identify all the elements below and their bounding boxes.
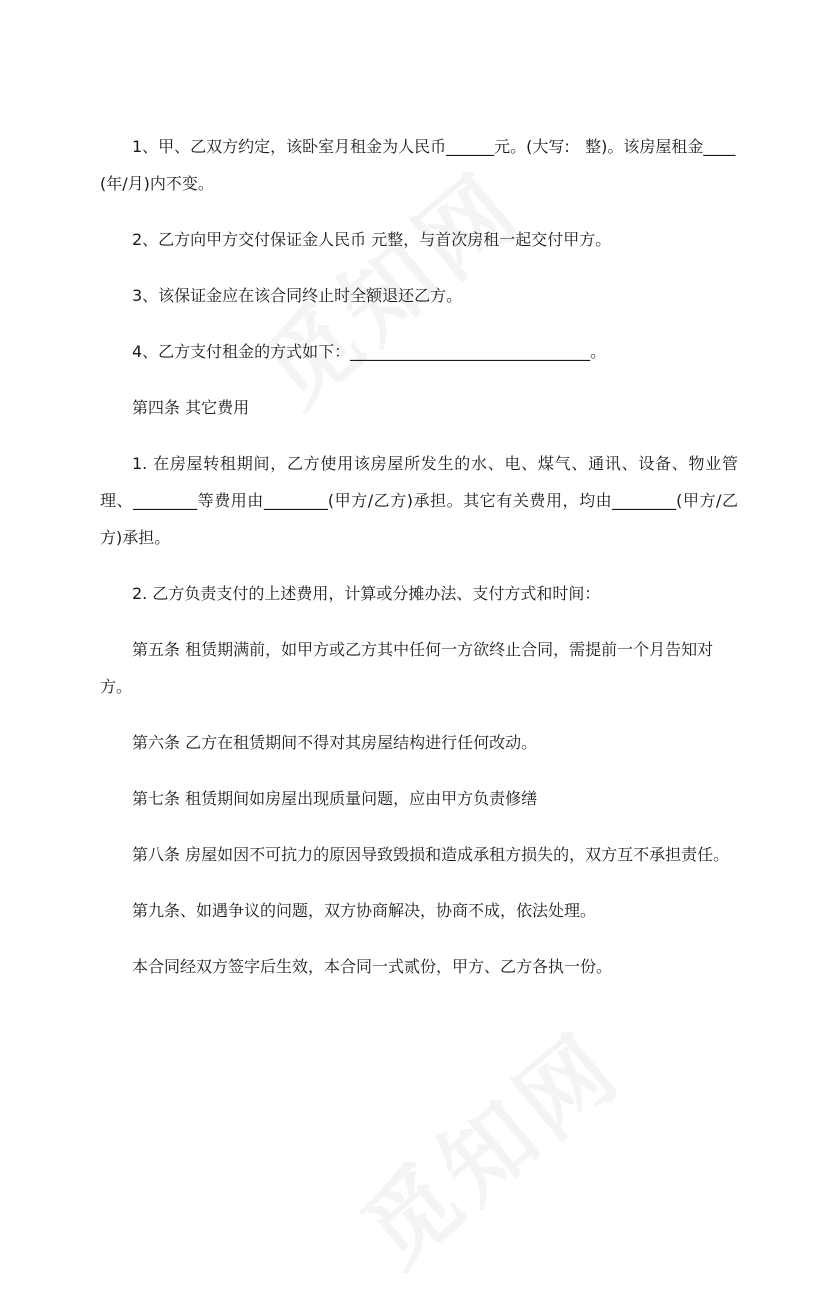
paragraph-fee-calculation: 2. 乙方负责支付的上述费用，计算或分摊办法、支付方式和时间： <box>132 584 601 603</box>
paragraph-article-6: 第六条 乙方在租赁期间不得对其房屋结构进行任何改动。 <box>132 733 538 752</box>
section-heading-article-4: 第四条 其它费用 <box>132 398 250 417</box>
watermark-lower <box>330 997 645 1291</box>
paragraph-payment-method: 4、乙方支付租金的方式如下：______________________________。 <box>132 342 607 361</box>
paragraph-deposit-refund: 3、该保证金应在该合同终止时全额退还乙方。 <box>132 286 463 305</box>
paragraph-article-5: 第五条 租赁期满前，如甲方或乙方其中任何一方欲终止合同，需提前一个月告知对方。 <box>100 640 714 696</box>
paragraph-deposit: 2、乙方向甲方交付保证金人民币 元整，与首次房租一起交付甲方。 <box>132 230 612 249</box>
document-body <box>100 128 738 985</box>
paragraph-contract-effect: 本合同经双方签字后生效，本合同一式贰份，甲方、乙方各执一份。 <box>132 957 613 976</box>
paragraph-other-fees: 1. 在房屋转租期间，乙方使用该房屋所发生的水、电、煤气、通讯、设备、物业管理、________等费用由________(甲方/乙方)承担。其它有关费用，均由________(甲方/乙方)承担。 <box>100 454 738 547</box>
paragraph-rent-amount: 1、甲、乙双方约定，该卧室月租金为人民币______元。(大写: 整)。该房屋租金____(年/月)内不变。 <box>100 137 736 193</box>
paragraph-article-8: 第八条 房屋如因不可抗力的原因导致毁损和造成承租方损失的，双方互不承担责任。 <box>132 845 730 864</box>
paragraph-article-7: 第七条 租赁期间如房屋出现质量问题，应由甲方负责修缮 <box>132 789 538 808</box>
paragraph-article-9: 第九条、如遇争议的问题，双方协商解决，协商不成，依法处理。 <box>132 901 597 920</box>
